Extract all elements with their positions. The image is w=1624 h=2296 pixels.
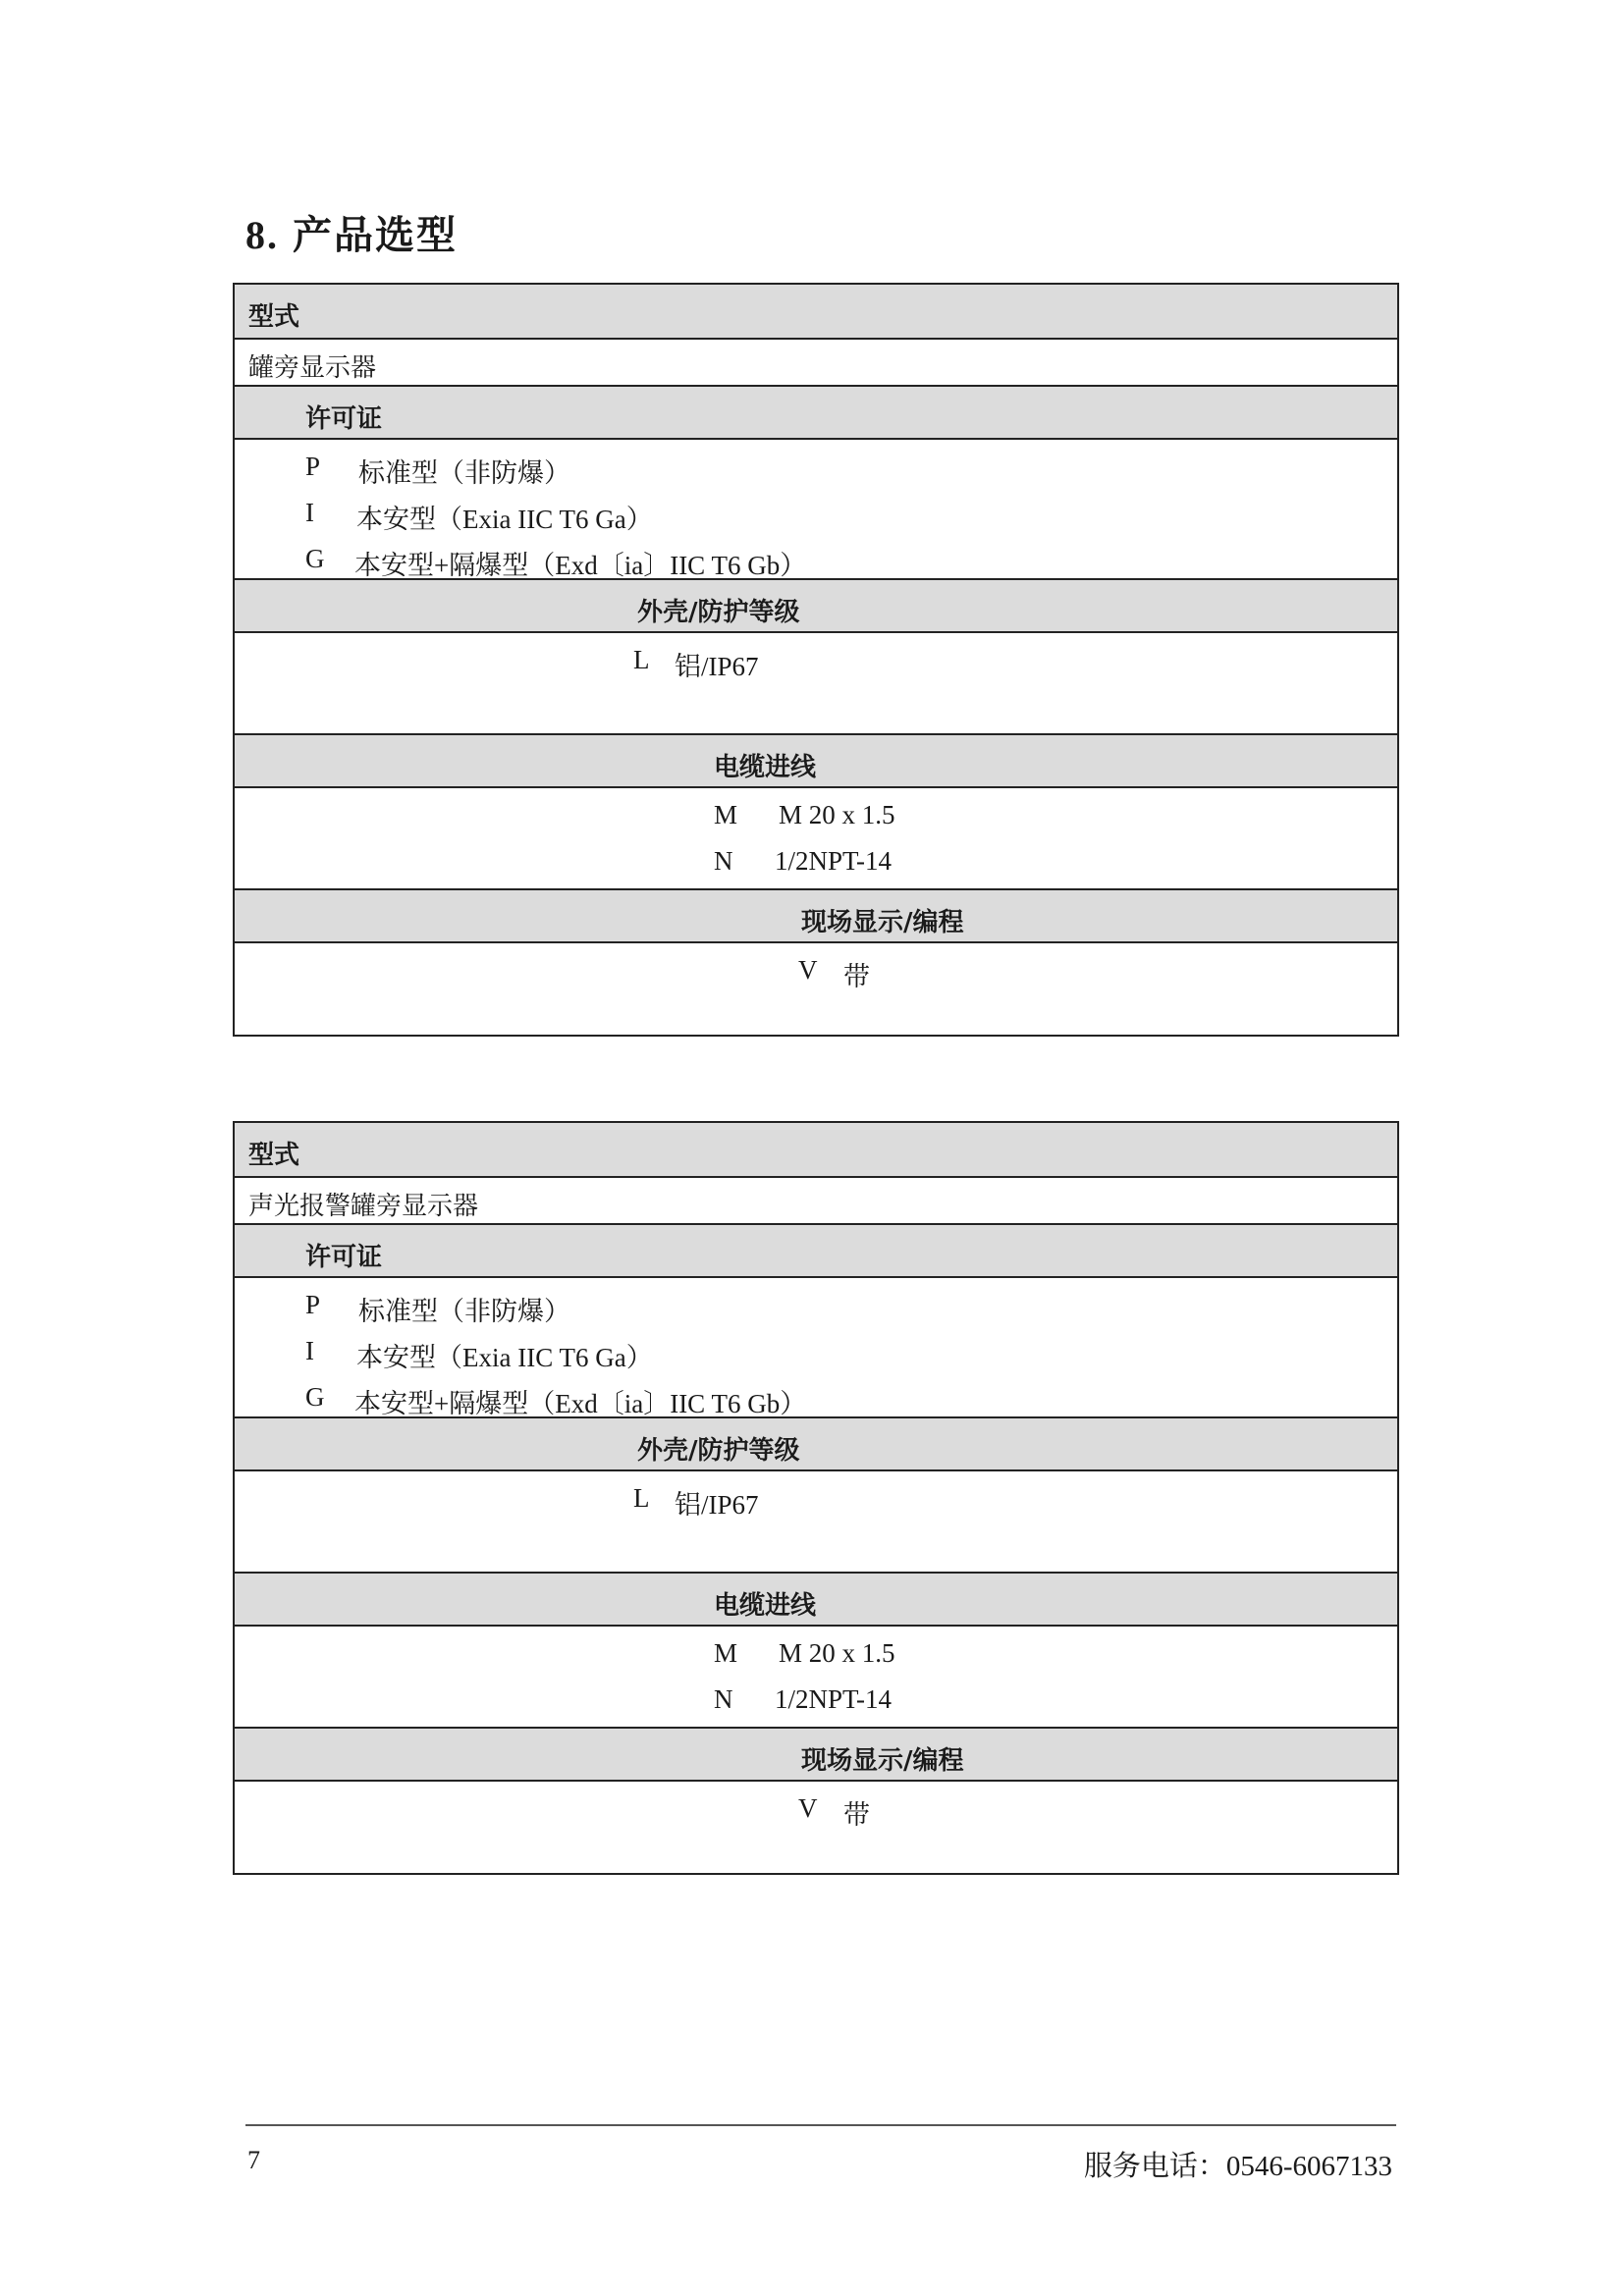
type-header: 型式	[248, 302, 300, 332]
footer-divider	[245, 2124, 1396, 2126]
display-options	[235, 943, 1397, 1035]
housing-options	[235, 633, 1397, 735]
housing-options	[235, 1471, 1397, 1574]
option-item: L 铝/IP67	[633, 1483, 759, 1520]
display-header-row	[235, 890, 1397, 943]
display-header-row	[235, 1729, 1397, 1782]
option-item: P 标准型（非防爆）	[305, 1290, 570, 1326]
section-heading	[245, 204, 458, 260]
type-value-row	[235, 340, 1397, 387]
option-item: N 1/2NPT-14	[714, 846, 893, 876]
service-number: 0546-6067133	[1225, 2151, 1392, 2182]
cable-options	[235, 1627, 1397, 1729]
option-item: M M 20 x 1.5	[714, 1638, 895, 1668]
type-header: 型式	[248, 1141, 300, 1170]
license-header-row	[235, 387, 1397, 440]
license-options	[235, 440, 1397, 580]
cable-header: 电缆进线	[714, 753, 817, 782]
option-item: M M 20 x 1.5	[714, 800, 895, 829]
section-number: 8.	[245, 213, 279, 257]
option-item: V 带	[798, 955, 870, 991]
housing-header-row	[235, 580, 1397, 633]
license-options	[235, 1278, 1397, 1418]
license-header-row	[235, 1225, 1397, 1278]
type-value: 罐旁显示器	[248, 353, 377, 383]
housing-header: 外壳/防护等级	[637, 1436, 800, 1466]
type-value: 声光报警罐旁显示器	[248, 1192, 479, 1221]
display-header: 现场显示/编程	[801, 1746, 964, 1776]
option-item: V 带	[798, 1793, 870, 1830]
selection-table	[233, 283, 1399, 1037]
option-item: P 标准型（非防爆）	[305, 452, 570, 488]
housing-header: 外壳/防护等级	[637, 598, 800, 627]
type-header-row	[235, 1123, 1397, 1178]
service-phone	[1084, 2144, 1392, 2184]
option-item: G 本安型+隔爆型（Exd〔ia〕IIC T6 Gb）	[305, 544, 807, 580]
option-item: N 1/2NPT-14	[714, 1684, 893, 1714]
option-item: L 铝/IP67	[633, 645, 759, 681]
option-item: G 本安型+隔爆型（Exd〔ia〕IIC T6 Gb）	[305, 1382, 807, 1418]
option-item: I 本安型（Exia IIC T6 Ga）	[305, 1336, 653, 1372]
service-label: 服务电话：	[1083, 2151, 1226, 2182]
cable-header-row	[235, 1574, 1397, 1627]
display-options	[235, 1782, 1397, 1873]
page-number: 7	[247, 2146, 260, 2174]
section-title: 产品选型	[293, 213, 458, 258]
license-header: 许可证	[305, 404, 383, 434]
cable-options	[235, 788, 1397, 890]
housing-header-row	[235, 1418, 1397, 1471]
cable-header: 电缆进线	[714, 1591, 817, 1621]
display-header: 现场显示/编程	[801, 908, 964, 937]
cable-header-row	[235, 735, 1397, 788]
type-value-row	[235, 1178, 1397, 1225]
option-item: I 本安型（Exia IIC T6 Ga）	[305, 498, 653, 534]
selection-table	[233, 1121, 1399, 1875]
license-header: 许可证	[305, 1243, 383, 1272]
type-header-row	[235, 285, 1397, 340]
